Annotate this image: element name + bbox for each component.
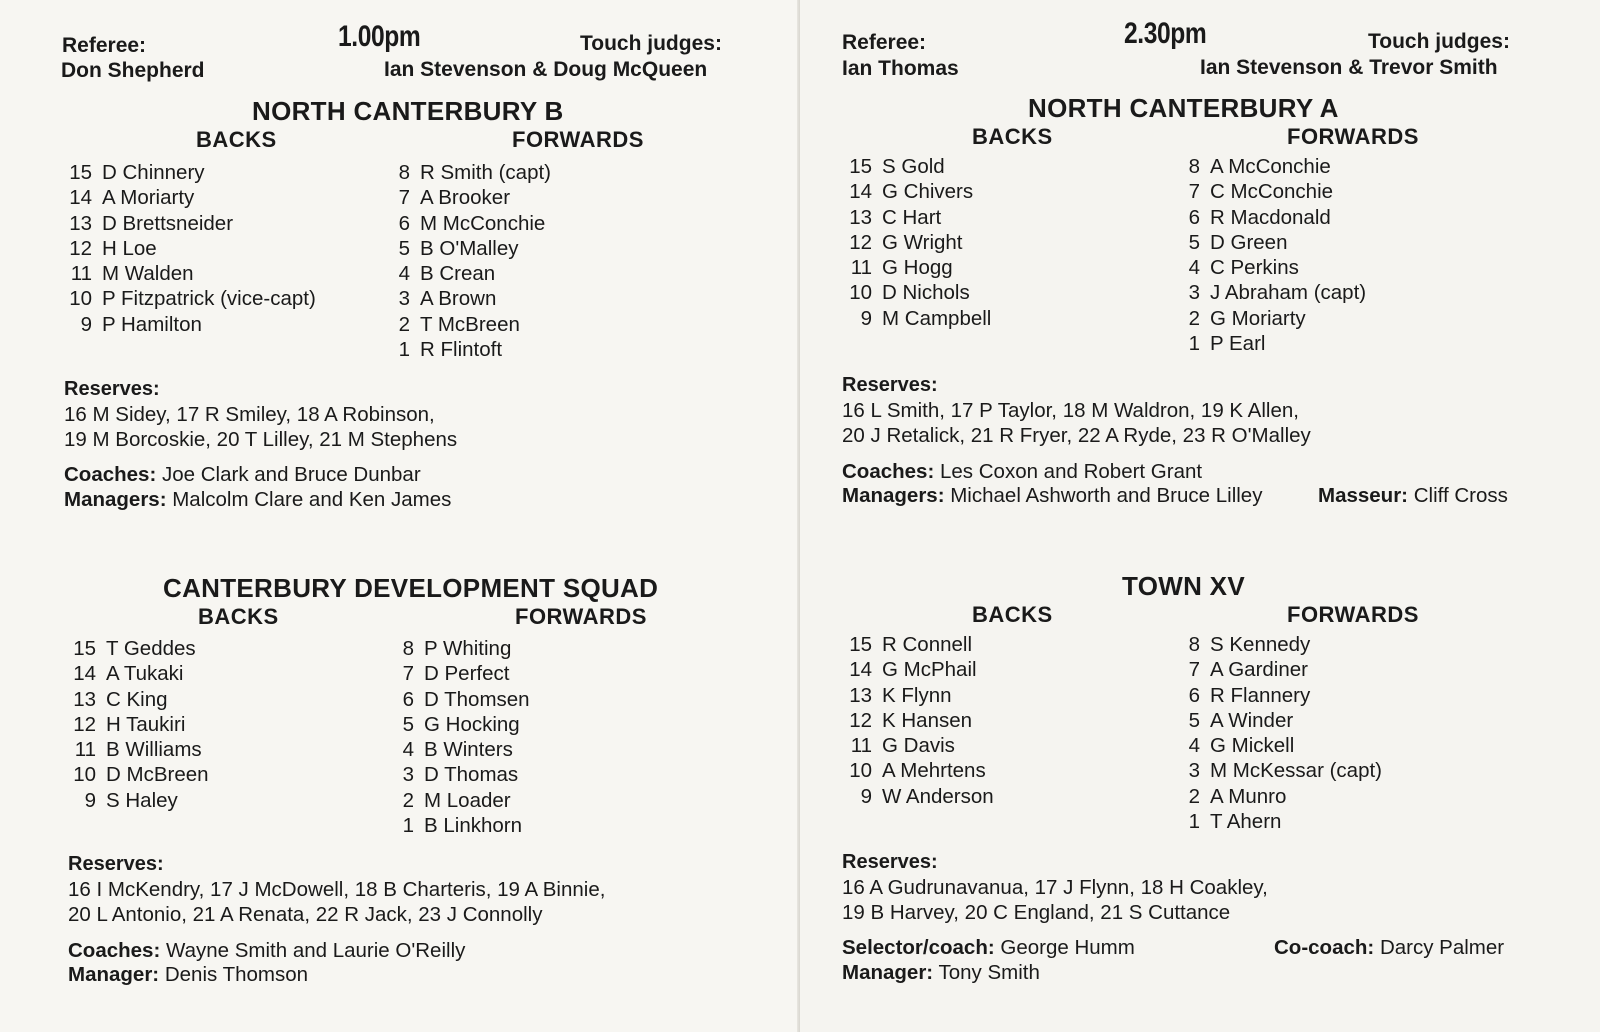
player-row: 13 C King <box>73 687 168 711</box>
player-row: 3 A Brown <box>398 287 497 311</box>
right-page <box>800 0 1600 1032</box>
managers-names: Malcolm Clare and Ken James <box>172 488 452 511</box>
coaches-label: Coaches: <box>64 463 157 486</box>
coaches-line <box>68 939 465 963</box>
player-row: 12 K Hansen <box>849 708 973 732</box>
player-row: 2 T McBreen <box>398 312 520 336</box>
coaches-names: Joe Clark and Bruce Dunbar <box>161 463 421 486</box>
player-row: 13 K Flynn <box>849 683 952 707</box>
player-row: 3 J Abraham (capt) <box>1188 281 1367 305</box>
player-row: 4 B Winters <box>402 738 513 762</box>
player-row: 15 T Geddes <box>73 637 196 660</box>
player-row: 9 P Hamilton <box>80 312 202 336</box>
forwards-heading: FORWARDS <box>512 127 644 152</box>
player-row: 5 A Winder <box>1188 708 1294 732</box>
player-row: 14 A Moriarty <box>69 186 195 210</box>
player-row: 2 G Moriarty <box>1188 306 1306 330</box>
player-row: 13 C Hart <box>849 205 942 229</box>
manager-line <box>68 963 308 987</box>
manager-name: Denis Thomson <box>164 963 309 986</box>
reserves-line: 16 A Gudrunavanua, 17 J Flynn, 18 H Coakley, <box>842 876 1268 899</box>
reserves-line: 19 M Borcoskie, 20 T Lilley, 21 M Stephens <box>64 428 458 451</box>
backs-heading: BACKS <box>972 602 1053 627</box>
cocoach-name: Darcy Palmer <box>1379 936 1505 959</box>
reserves-line: 20 J Retalick, 21 R Fryer, 22 A Ryde, 23 R O'Malley <box>842 424 1311 447</box>
forwards-list <box>1180 154 1366 356</box>
masseur-label: Masseur: <box>1318 484 1409 507</box>
reserves-line: 16 L Smith, 17 P Taylor, 18 M Waldron, 19 K Allen, <box>842 399 1299 422</box>
player-row: 9 M Campbell <box>860 306 992 330</box>
coaches-names: Les Coxon and Robert Grant <box>939 460 1203 483</box>
player-row: 10 D McBreen <box>73 763 209 787</box>
player-row: 11 B Williams <box>74 738 202 762</box>
cocoach-label: Co-coach: <box>1274 936 1375 959</box>
player-row: 3 M McKessar (capt) <box>1188 759 1382 783</box>
player-row: 1 P Earl <box>1188 332 1266 356</box>
player-row: 12 H Taukiri <box>73 712 186 736</box>
backs-heading: BACKS <box>972 124 1053 149</box>
player-row: 12 G Wright <box>849 230 963 254</box>
forwards-heading: FORWARDS <box>1287 602 1419 627</box>
coaches-label: Coaches: <box>68 939 161 962</box>
player-row: 7 C McConchie <box>1188 180 1334 204</box>
kickoff-time: 1.00pm <box>338 20 421 53</box>
manager-label: Manager: <box>842 961 934 984</box>
player-row: 2 M Loader <box>402 788 511 812</box>
player-row: 14 G McPhail <box>849 658 977 682</box>
player-row: 3 D Thomas <box>402 763 519 787</box>
backs-list <box>846 154 991 331</box>
player-row: 12 H Loe <box>69 236 157 260</box>
forwards-heading: FORWARDS <box>515 604 647 629</box>
player-row: 7 A Brooker <box>398 186 511 210</box>
coaches-label: Coaches: <box>842 460 935 483</box>
backs-list <box>846 632 994 809</box>
player-row: 8 S Kennedy <box>1188 633 1311 656</box>
coaches-line <box>842 460 1202 484</box>
player-row: 8 P Whiting <box>402 637 512 660</box>
player-row: 1 T Ahern <box>1188 810 1282 834</box>
player-row: 6 R Flannery <box>1188 683 1311 707</box>
player-row: 15 D Chinnery <box>69 161 205 184</box>
player-row: 14 G Chivers <box>849 180 974 204</box>
player-row: 5 G Hocking <box>402 712 520 736</box>
manager-name: Tony Smith <box>938 961 1040 984</box>
reserves-line: 19 B Harvey, 20 C England, 21 S Cuttance <box>842 901 1231 924</box>
masseur-line <box>1318 484 1508 508</box>
reserves-label: Reserves: <box>842 851 938 873</box>
player-row: 15 S Gold <box>849 155 945 178</box>
player-row: 9 W Anderson <box>860 784 994 808</box>
reserves-line: 16 I McKendry, 17 J McDowell, 18 B Charteris, 19 A Binnie, <box>68 878 606 901</box>
player-row: 6 D Thomsen <box>402 687 530 711</box>
coaches-line <box>64 463 421 487</box>
managers-line <box>64 488 451 512</box>
touch-judges-label: Touch judges: <box>580 32 722 55</box>
manager-line <box>842 961 1040 985</box>
reserves-line: 16 M Sidey, 17 R Smiley, 18 A Robinson, <box>64 403 435 426</box>
touch-judges-label: Touch judges: <box>1368 30 1510 53</box>
team-title: CANTERBURY DEVELOPMENT SQUAD <box>163 573 659 603</box>
player-row: 10 A Mehrtens <box>849 759 986 783</box>
manager-label: Manager: <box>68 963 160 986</box>
player-row: 6 R Macdonald <box>1188 205 1331 229</box>
team-title: NORTH CANTERBURY B <box>252 96 564 126</box>
player-row: 9 S Haley <box>84 788 178 812</box>
backs-list <box>66 160 316 337</box>
player-row: 11 M Walden <box>70 262 194 286</box>
backs-list <box>70 636 209 813</box>
referee-name: Ian Thomas <box>842 57 959 80</box>
backs-heading: BACKS <box>196 127 277 152</box>
touch-judges-names: Ian Stevenson & Doug McQueen <box>384 58 708 81</box>
player-row: 5 B O'Malley <box>398 236 519 260</box>
touch-judges-names: Ian Stevenson & Trevor Smith <box>1200 56 1498 79</box>
managers-names: Michael Ashworth and Bruce Lilley <box>950 484 1263 507</box>
player-row: 6 M McConchie <box>398 211 546 235</box>
selector-line <box>842 936 1135 960</box>
reserves-line: 20 L Antonio, 21 A Renata, 22 R Jack, 23 J Connolly <box>68 903 543 926</box>
forwards-list <box>1180 632 1382 834</box>
player-row: 11 G Davis <box>850 734 955 758</box>
kickoff-time: 2.30pm <box>1124 17 1207 50</box>
player-row: 5 D Green <box>1188 230 1288 254</box>
masseur-name: Cliff Cross <box>1413 484 1508 507</box>
selector-label: Selector/coach: <box>842 936 995 959</box>
player-row: 4 G Mickell <box>1188 734 1295 758</box>
reserves-label: Reserves: <box>64 378 160 400</box>
player-row: 1 B Linkhorn <box>402 814 523 838</box>
player-row: 7 D Perfect <box>402 662 510 686</box>
managers-label: Managers: <box>842 484 945 507</box>
player-row: 14 A Tukaki <box>73 662 184 686</box>
player-row: 4 B Crean <box>398 262 496 286</box>
player-row: 1 R Flintoft <box>398 338 503 362</box>
team-title: NORTH CANTERBURY A <box>1028 93 1339 123</box>
managers-label: Managers: <box>64 488 167 511</box>
backs-heading: BACKS <box>198 604 279 629</box>
team-title: TOWN XV <box>1122 571 1245 601</box>
player-row: 11 G Hogg <box>850 256 953 280</box>
forwards-list <box>390 160 551 362</box>
referee-label: Referee: <box>62 34 147 57</box>
reserves-label: Reserves: <box>68 853 164 875</box>
player-row: 10 D Nichols <box>849 281 970 305</box>
cocoach-line <box>1274 936 1504 960</box>
player-row: 4 C Perkins <box>1188 256 1299 280</box>
referee-name: Don Shepherd <box>61 59 205 82</box>
selector-name: George Humm <box>1000 936 1135 959</box>
player-row: 15 R Connell <box>849 633 973 656</box>
player-row: 2 A Munro <box>1188 784 1287 808</box>
coaches-names: Wayne Smith and Laurie O'Reilly <box>165 939 466 962</box>
reserves-label: Reserves: <box>842 374 938 396</box>
forwards-heading: FORWARDS <box>1287 124 1419 149</box>
player-row: 7 A Gardiner <box>1188 658 1308 682</box>
player-row: 10 P Fitzpatrick (vice-capt) <box>69 287 316 311</box>
player-row: 8 A McConchie <box>1188 155 1331 178</box>
player-row: 13 D Brettsneider <box>69 211 234 235</box>
managers-line <box>842 484 1262 508</box>
forwards-list <box>394 636 530 838</box>
player-row: 8 R Smith (capt) <box>398 161 551 184</box>
referee-label: Referee: <box>842 31 927 54</box>
